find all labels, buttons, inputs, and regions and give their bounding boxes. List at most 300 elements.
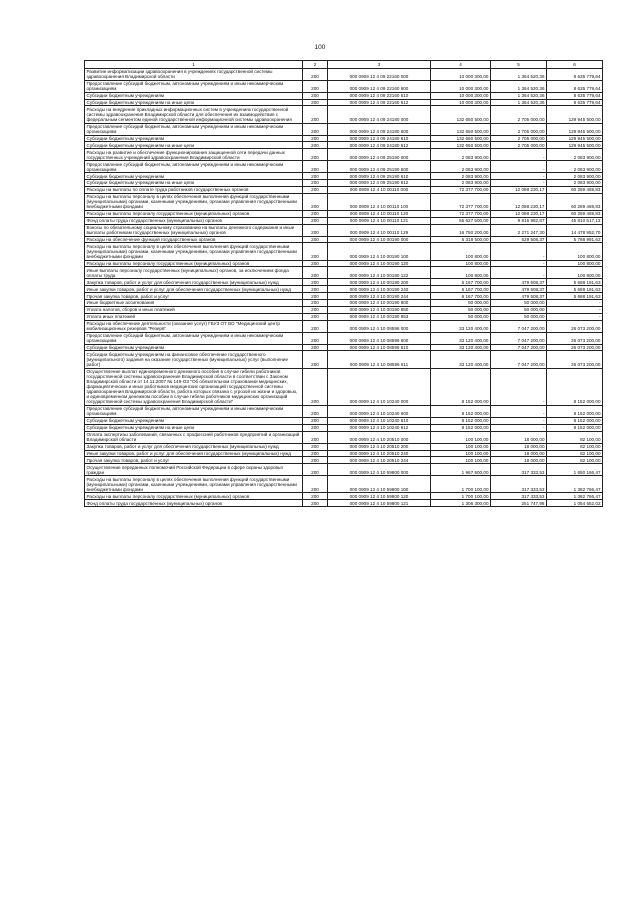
executed-amount-cell: 18 000,00 [491, 431, 547, 443]
budget-code-cell: 000 0909 12 4 10 08596 000 [328, 320, 431, 332]
budget-code-cell: 000 0909 12 4 09 25190 612 [328, 180, 431, 187]
executed-amount-cell: - [491, 260, 547, 267]
approved-amount-cell: 55 627 500,00 [431, 217, 491, 224]
column-header: 6 [547, 61, 603, 69]
unexecuted-amount-cell: 1 054 552,02 [547, 500, 603, 507]
line-code-cell: 200 [303, 332, 328, 344]
budget-code-cell: 000 0909 12 4 10 59800 121 [328, 500, 431, 507]
expense-name-cell: Прочая закупка товаров, работ и услуг [85, 293, 303, 300]
executed-amount-cell: 1 364 520,36 [491, 92, 547, 99]
executed-amount-cell: 479 508,37 [491, 279, 547, 286]
column-header: 3 [328, 61, 431, 69]
unexecuted-amount-cell: 129 945 500,00 [547, 135, 603, 142]
budget-code-cell: 000 0909 12 4 10 20510 000 [328, 431, 431, 443]
budget-code-cell: 000 0909 12 4 10 10240 612 [328, 424, 431, 431]
table-row [85, 92, 603, 99]
budget-code-cell: 000 0909 12 4 10 00190 000 [328, 236, 431, 243]
line-code-cell: 200 [303, 450, 328, 457]
unexecuted-amount-cell: 8 635 779,64 [547, 99, 603, 106]
table-row [85, 142, 603, 149]
table-row [85, 476, 603, 493]
line-code-cell: 200 [303, 464, 328, 476]
expense-name-cell: Предоставление субсидий бюджетным, автономным учреждениям и иным некоммерческим организациям [85, 123, 303, 135]
approved-amount-cell: 132 650 500,00 [431, 106, 491, 123]
expense-name-cell: Субсидии бюджетным учреждениям [85, 92, 303, 99]
approved-amount-cell: 100 100,00 [431, 457, 491, 464]
line-code-cell: 200 [303, 344, 328, 351]
unexecuted-amount-cell: 82 100,00 [547, 443, 603, 450]
table-row [85, 68, 603, 80]
expense-name-cell: Иные закупки товаров, работ и услуг для обеспечения государственных (муниципальных) нужд [85, 450, 303, 457]
approved-amount-cell: 132 650 500,00 [431, 123, 491, 135]
executed-amount-cell: 479 508,37 [491, 293, 547, 300]
line-code-cell: 200 [303, 186, 328, 193]
table-row [85, 313, 603, 320]
budget-code-cell: 000 0909 12 4 10 20510 244 [328, 457, 431, 464]
budget-code-cell: 000 0909 12 4 10 00190 850 [328, 306, 431, 313]
line-code-cell: 200 [303, 210, 328, 217]
unexecuted-amount-cell: 45 810 517,13 [547, 217, 603, 224]
expense-name-cell: Субсидии бюджетным учреждениям [85, 135, 303, 142]
executed-amount-cell: - [491, 267, 547, 279]
approved-amount-cell: 72 377 700,00 [431, 186, 491, 193]
table-row [85, 80, 603, 92]
executed-amount-cell: 9 816 982,87 [491, 217, 547, 224]
line-code-cell: 200 [303, 320, 328, 332]
expense-name-cell: Оплата экспертизы заболеваний, связанных с профессией работников предприятий и организаций Владимирской области [85, 431, 303, 443]
budget-code-cell: 000 0909 12 4 09 25190 000 [328, 149, 431, 161]
budget-code-cell: 000 0909 12 4 10 10240 000 [328, 368, 431, 405]
approved-amount-cell: 33 120 400,00 [431, 320, 491, 332]
expense-name-cell: Расходы на выплаты персоналу в целях обеспечения выполнения функций государственными (муниципальными) органами, казенными учреждениями, органами управления государственными внебюджетными фондами [85, 193, 303, 210]
expense-name-cell: Иные выплаты персоналу государственных (муниципальных) органов, за исключением фонда оплаты труда [85, 267, 303, 279]
column-header: 2 [303, 61, 328, 69]
approved-amount-cell: 100 100,00 [431, 443, 491, 450]
unexecuted-amount-cell: 129 945 500,00 [547, 106, 603, 123]
unexecuted-amount-cell: 129 945 500,00 [547, 123, 603, 135]
page-number: 100 [314, 44, 326, 51]
budget-code-cell: 000 0909 12 4 09 25190 600 [328, 161, 431, 173]
unexecuted-amount-cell: 26 073 200,00 [547, 320, 603, 332]
expense-name-cell: Уплата налогов, сборов и иных платежей [85, 306, 303, 313]
executed-amount-cell: - [491, 173, 547, 180]
line-code-cell: 200 [303, 123, 328, 135]
executed-amount-cell: 12 088 230,17 [491, 186, 547, 193]
budget-code-cell: 000 0909 12 4 09 24180 600 [328, 123, 431, 135]
unexecuted-amount-cell: 26 073 200,00 [547, 332, 603, 344]
executed-amount-cell: 50 000,00 [491, 313, 547, 320]
table-row [85, 443, 603, 450]
line-code-cell: 200 [303, 306, 328, 313]
approved-amount-cell: 10 000 300,00 [431, 99, 491, 106]
budget-code-cell: 000 0909 12 4 10 00110 129 [328, 224, 431, 236]
expense-name-cell: Предоставление субсидий бюджетным, автономным учреждениям и иным некоммерческим организациям [85, 80, 303, 92]
expense-name-cell: Расходы на выплаты по оплате труда работников государственных органов [85, 186, 303, 193]
table-row [85, 106, 603, 123]
line-code-cell: 200 [303, 260, 328, 267]
budget-code-cell: 000 0909 12 4 10 00190 853 [328, 313, 431, 320]
executed-amount-cell: 2 705 000,00 [491, 106, 547, 123]
line-code-cell: 200 [303, 313, 328, 320]
approved-amount-cell: 8 152 000,00 [431, 405, 491, 417]
unexecuted-amount-cell: 14 478 952,70 [547, 224, 603, 236]
table-row [85, 300, 603, 307]
unexecuted-amount-cell: 5 688 191,63 [547, 293, 603, 300]
executed-amount-cell: 317 333,53 [491, 464, 547, 476]
approved-amount-cell: 132 650 500,00 [431, 135, 491, 142]
budget-code-cell: 000 0909 12 4 09 22160 000 [328, 68, 431, 80]
unexecuted-amount-cell: 5 688 191,63 [547, 279, 603, 286]
executed-amount-cell: 7 047 200,00 [491, 320, 547, 332]
budget-code-cell: 000 0909 12 4 10 08596 611 [328, 351, 431, 368]
table-row [85, 450, 603, 457]
unexecuted-amount-cell: - [547, 300, 603, 307]
table-row [85, 99, 603, 106]
line-code-cell: 200 [303, 286, 328, 293]
executed-amount-cell: - [491, 424, 547, 431]
executed-amount-cell: 251 747,98 [491, 500, 547, 507]
line-code-cell: 200 [303, 493, 328, 500]
table-row [85, 217, 603, 224]
unexecuted-amount-cell: 82 100,00 [547, 450, 603, 457]
expense-name-cell: Расходы на выплаты персоналу в целях обеспечения выполнения функций государственными (муниципальными) органами, казенными учреждениями, органами управления государственными внебюджетными фондами [85, 243, 303, 260]
approved-amount-cell: 6 167 700,00 [431, 279, 491, 286]
expense-name-cell: Субсидии бюджетным учреждениям на иные цели [85, 142, 303, 149]
unexecuted-amount-cell: 100 800,00 [547, 260, 603, 267]
budget-code-cell: 000 0909 12 4 10 59800 000 [328, 464, 431, 476]
line-code-cell: 200 [303, 142, 328, 149]
expense-name-cell: Фонд оплаты труда государственных (муниципальных) органов [85, 500, 303, 507]
line-code-cell: 200 [303, 224, 328, 236]
executed-amount-cell: 50 000,00 [491, 306, 547, 313]
column-header: 1 [85, 61, 303, 69]
table-row [85, 431, 603, 443]
approved-amount-cell: 1 967 500,00 [431, 464, 491, 476]
approved-amount-cell: 100 100,00 [431, 450, 491, 457]
executed-amount-cell: 317 333,53 [491, 476, 547, 493]
expense-name-cell: Взносы по обязательному социальному страхованию на выплаты денежного содержания и иные выплаты работникам государственных (муниципальных) органов [85, 224, 303, 236]
approved-amount-cell: 2 083 900,00 [431, 180, 491, 187]
budget-code-cell: 000 0909 12 4 10 00190 244 [328, 293, 431, 300]
table-row [85, 135, 603, 142]
table-row [85, 186, 603, 193]
expense-name-cell: Субсидии бюджетным учреждениям на иные цели [85, 180, 303, 187]
line-code-cell: 200 [303, 106, 328, 123]
table-row [85, 173, 603, 180]
budget-code-cell: 000 0909 12 4 09 25190 610 [328, 173, 431, 180]
line-code-cell: 200 [303, 405, 328, 417]
table-row [85, 210, 603, 217]
expense-name-cell: Расходы на внедрение прикладных информационных систем в учреждениях государственной системы здравоохранения Владимирской области для обеспечения их взаимодействия с федеральным сегментом единой государственной информационной системы здравоохранения [85, 106, 303, 123]
executed-amount-cell: 50 000,00 [491, 300, 547, 307]
line-code-cell: 200 [303, 351, 328, 368]
approved-amount-cell: 6 167 700,00 [431, 286, 491, 293]
table-row [85, 243, 603, 260]
line-code-cell: 200 [303, 243, 328, 260]
approved-amount-cell: 33 120 400,00 [431, 344, 491, 351]
unexecuted-amount-cell: 2 083 900,00 [547, 173, 603, 180]
approved-amount-cell: 8 152 000,00 [431, 424, 491, 431]
approved-amount-cell: 2 083 900,00 [431, 149, 491, 161]
table-row [85, 180, 603, 187]
expense-name-cell: Закупка товаров, работ и услуг для обеспечения государственных (муниципальных) нужд [85, 443, 303, 450]
budget-code-cell: 000 0909 12 4 09 22160 600 [328, 80, 431, 92]
expense-name-cell: Предоставление субсидий бюджетным, автономным учреждениям и иным некоммерческим организациям [85, 405, 303, 417]
budget-code-cell: 000 0909 12 4 10 59800 100 [328, 476, 431, 493]
unexecuted-amount-cell: 2 083 900,00 [547, 180, 603, 187]
approved-amount-cell: 132 650 500,00 [431, 142, 491, 149]
expense-name-cell: Иные бюджетные ассигнования [85, 300, 303, 307]
table-row [85, 344, 603, 351]
table-row [85, 161, 603, 173]
executed-amount-cell: - [491, 161, 547, 173]
line-code-cell: 200 [303, 424, 328, 431]
approved-amount-cell: 50 000,00 [431, 306, 491, 313]
table-row [85, 457, 603, 464]
unexecuted-amount-cell: 1 650 166,47 [547, 464, 603, 476]
approved-amount-cell: 2 083 900,00 [431, 161, 491, 173]
executed-amount-cell: 317 333,53 [491, 493, 547, 500]
expense-name-cell: Расходы на выплаты персоналу государственных (муниципальных) органов [85, 260, 303, 267]
budget-code-cell: 000 0909 12 4 10 00110 000 [328, 186, 431, 193]
table-row [85, 493, 603, 500]
line-code-cell: 200 [303, 457, 328, 464]
expense-name-cell: Фонд оплаты труда государственных (муниципальных) органов [85, 217, 303, 224]
unexecuted-amount-cell: 8 152 000,00 [547, 424, 603, 431]
column-header: 4 [431, 61, 491, 69]
approved-amount-cell: 100 800,00 [431, 260, 491, 267]
budget-code-cell: 000 0909 12 4 10 08596 600 [328, 332, 431, 344]
table-row [85, 267, 603, 279]
table-row [85, 236, 603, 243]
table-row [85, 320, 603, 332]
approved-amount-cell: 50 000,00 [431, 300, 491, 307]
approved-amount-cell: 1 700 100,00 [431, 476, 491, 493]
table-row [85, 293, 603, 300]
approved-amount-cell: 50 000,00 [431, 313, 491, 320]
executed-amount-cell: - [491, 243, 547, 260]
executed-amount-cell: 2 705 000,00 [491, 142, 547, 149]
budget-code-cell: 000 0909 12 4 10 00190 800 [328, 300, 431, 307]
line-code-cell: 200 [303, 300, 328, 307]
table-row [85, 500, 603, 507]
table-row [85, 405, 603, 417]
budget-code-cell: 000 0909 12 4 10 20510 240 [328, 450, 431, 457]
expense-name-cell: Расходы на выплаты персоналу государственных (муниципальных) органов [85, 210, 303, 217]
column-number-row [85, 61, 603, 69]
unexecuted-amount-cell: 82 100,00 [547, 431, 603, 443]
table-row [85, 279, 603, 286]
budget-code-cell: 000 0909 12 4 10 08596 610 [328, 344, 431, 351]
expense-name-cell: Иные закупки товаров, работ и услуг для обеспечения государственных (муниципальных) нужд [85, 286, 303, 293]
line-code-cell: 200 [303, 368, 328, 405]
executed-amount-cell: 18 000,00 [491, 450, 547, 457]
expense-name-cell: Субсидии бюджетным учреждениям [85, 173, 303, 180]
line-code-cell: 200 [303, 500, 328, 507]
executed-amount-cell: 2 705 000,00 [491, 123, 547, 135]
unexecuted-amount-cell: - [547, 306, 603, 313]
table-row [85, 224, 603, 236]
executed-amount-cell: 7 047 200,00 [491, 351, 547, 368]
table-row [85, 368, 603, 405]
unexecuted-amount-cell: 129 945 500,00 [547, 142, 603, 149]
unexecuted-amount-cell: 8 152 000,00 [547, 405, 603, 417]
unexecuted-amount-cell: 60 289 469,83 [547, 193, 603, 210]
line-code-cell: 200 [303, 443, 328, 450]
line-code-cell: 200 [303, 92, 328, 99]
approved-amount-cell: 100 800,00 [431, 243, 491, 260]
expense-name-cell: Закупка товаров, работ и услуг для обеспечения государственных (муниципальных) нужд [85, 279, 303, 286]
budget-code-cell: 000 0909 12 4 10 00110 120 [328, 210, 431, 217]
table-row [85, 149, 603, 161]
approved-amount-cell: 8 152 000,00 [431, 368, 491, 405]
table-row [85, 417, 603, 424]
unexecuted-amount-cell: 100 800,00 [547, 243, 603, 260]
executed-amount-cell: - [491, 149, 547, 161]
unexecuted-amount-cell: 5 788 991,63 [547, 236, 603, 243]
budget-code-cell: 000 0909 12 4 10 10240 600 [328, 405, 431, 417]
executed-amount-cell: 7 047 200,00 [491, 344, 547, 351]
unexecuted-amount-cell: 82 100,00 [547, 457, 603, 464]
line-code-cell: 200 [303, 193, 328, 210]
unexecuted-amount-cell: 5 688 191,63 [547, 286, 603, 293]
approved-amount-cell: 1 306 300,00 [431, 500, 491, 507]
table-row [85, 351, 603, 368]
budget-code-cell: 000 0909 12 4 09 24180 000 [328, 106, 431, 123]
expense-name-cell: Прочая закупка товаров, работ и услуг [85, 457, 303, 464]
unexecuted-amount-cell: 2 083 900,00 [547, 149, 603, 161]
table-row [85, 123, 603, 135]
approved-amount-cell: 8 152 000,00 [431, 417, 491, 424]
approved-amount-cell: 6 167 700,00 [431, 293, 491, 300]
line-code-cell: 200 [303, 267, 328, 279]
budget-code-cell: 000 0909 12 4 10 00190 100 [328, 243, 431, 260]
unexecuted-amount-cell: 26 073 200,00 [547, 351, 603, 368]
line-code-cell: 200 [303, 161, 328, 173]
unexecuted-amount-cell: 8 635 779,64 [547, 92, 603, 99]
table-row [85, 260, 603, 267]
expense-name-cell: Осуществление выплат единовременного денежного пособия в случае гибели работников государственной системы здравоохранения Владимирской области в соответствии с Законом Владимирской области от 14.11.2007 № 149-ОЗ "Об обязательном страховании медицинских, фармацевтических и иных работников медицинских организаций государственной системы здравоохранения Владимирской области, работа которых связана с угрозой их жизни и здоровью, и единовременном денежном пособии в случае гибели работников медицинских организаций государственной системы здравоохранения Владимирской области" [85, 368, 303, 405]
budget-code-cell: 000 0909 12 4 10 00190 122 [328, 267, 431, 279]
line-code-cell: 200 [303, 476, 328, 493]
approved-amount-cell: 6 318 500,00 [431, 236, 491, 243]
table-row [85, 306, 603, 313]
line-code-cell: 200 [303, 279, 328, 286]
executed-amount-cell: 1 364 520,36 [491, 99, 547, 106]
executed-amount-cell: 12 088 230,17 [491, 210, 547, 217]
column-header: 5 [491, 61, 547, 69]
budget-code-cell: 000 0909 12 4 10 00190 120 [328, 260, 431, 267]
line-code-cell: 200 [303, 293, 328, 300]
expense-name-cell: Субсидии бюджетным учреждениям на иные цели [85, 99, 303, 106]
approved-amount-cell: 16 750 200,00 [431, 224, 491, 236]
budget-code-cell: 000 0909 12 4 10 00110 100 [328, 193, 431, 210]
unexecuted-amount-cell: 2 083 900,00 [547, 161, 603, 173]
unexecuted-amount-cell: 8 635 779,64 [547, 80, 603, 92]
budget-code-cell: 000 0909 12 4 10 10240 610 [328, 417, 431, 424]
budget-execution-table [84, 60, 603, 507]
executed-amount-cell: 18 000,00 [491, 443, 547, 450]
executed-amount-cell: - [491, 180, 547, 187]
table-row [85, 193, 603, 210]
budget-code-cell: 000 0909 12 4 10 59800 120 [328, 493, 431, 500]
executed-amount-cell: 7 047 200,00 [491, 332, 547, 344]
expense-name-cell: Развитие информатизации здравоохранения в учреждениях государственной системы здравоохранения Владимирской области [85, 68, 303, 80]
expense-name-cell: Предоставление субсидий бюджетным, автономным учреждениям и иным некоммерческим организациям [85, 161, 303, 173]
budget-code-cell: 000 0909 12 4 10 00190 200 [328, 279, 431, 286]
expense-name-cell: Расходы на выплаты персоналу в целях обеспечения выполнения функций государственными (муниципальными) органами, казенными учреждениями, органами управления государственными внебюджетными фондами [85, 476, 303, 493]
line-code-cell: 200 [303, 68, 328, 80]
budget-code-cell: 000 0909 12 4 09 24180 612 [328, 142, 431, 149]
budget-code-cell: 000 0909 12 4 09 24180 610 [328, 135, 431, 142]
unexecuted-amount-cell: 60 289 469,83 [547, 210, 603, 217]
approved-amount-cell: 100 800,00 [431, 267, 491, 279]
unexecuted-amount-cell: 8 635 779,64 [547, 68, 603, 80]
expense-name-cell: Субсидии бюджетным учреждениям [85, 344, 303, 351]
line-code-cell: 200 [303, 236, 328, 243]
executed-amount-cell: 2 271 247,30 [491, 224, 547, 236]
unexecuted-amount-cell: 60 289 469,83 [547, 186, 603, 193]
approved-amount-cell: 72 377 700,00 [431, 193, 491, 210]
unexecuted-amount-cell: - [547, 313, 603, 320]
expense-name-cell: Расходы на обеспечение функций государственных органов [85, 236, 303, 243]
expense-name-cell: Субсидии бюджетным учреждениям [85, 417, 303, 424]
approved-amount-cell: 33 120 400,00 [431, 351, 491, 368]
budget-code-cell: 000 0909 12 4 09 22160 610 [328, 92, 431, 99]
unexecuted-amount-cell: 1 382 766,47 [547, 493, 603, 500]
executed-amount-cell: 529 508,37 [491, 236, 547, 243]
budget-code-cell: 000 0909 12 4 10 20510 200 [328, 443, 431, 450]
approved-amount-cell: 1 700 100,00 [431, 493, 491, 500]
expense-name-cell: Расходы на обеспечение деятельности (оказание услуг) ГБУЗ ОТ ВО "Медицинский центр мобилизационных резервов "Резерв" [85, 320, 303, 332]
unexecuted-amount-cell: 1 382 766,47 [547, 476, 603, 493]
table-row [85, 332, 603, 344]
executed-amount-cell: 479 508,37 [491, 286, 547, 293]
line-code-cell: 200 [303, 431, 328, 443]
budget-code-cell: 000 0909 12 4 10 00110 121 [328, 217, 431, 224]
approved-amount-cell: 2 083 900,00 [431, 173, 491, 180]
line-code-cell: 200 [303, 99, 328, 106]
approved-amount-cell: 100 100,00 [431, 431, 491, 443]
executed-amount-cell: - [491, 368, 547, 405]
expense-name-cell: Предоставление субсидий бюджетным, автономным учреждениям и иным некоммерческим организациям [85, 332, 303, 344]
line-code-cell: 200 [303, 417, 328, 424]
executed-amount-cell: - [491, 405, 547, 417]
executed-amount-cell: 2 705 000,00 [491, 135, 547, 142]
unexecuted-amount-cell: 8 152 000,00 [547, 368, 603, 405]
line-code-cell: 200 [303, 217, 328, 224]
executed-amount-cell: 1 364 520,36 [491, 68, 547, 80]
line-code-cell: 200 [303, 149, 328, 161]
executed-amount-cell: - [491, 417, 547, 424]
line-code-cell: 200 [303, 173, 328, 180]
expense-name-cell: Расходы на развитие и обеспечение функционирования защищенной сети передачи данных государственных учреждений здравоохранения Владимирской области [85, 149, 303, 161]
approved-amount-cell: 33 120 400,00 [431, 332, 491, 344]
unexecuted-amount-cell: 100 800,00 [547, 267, 603, 279]
executed-amount-cell: 12 088 230,17 [491, 193, 547, 210]
approved-amount-cell: 10 000 300,00 [431, 92, 491, 99]
expense-name-cell: Расходы на выплаты персоналу государственных (муниципальных) органов [85, 493, 303, 500]
budget-code-cell: 000 0909 12 4 09 22160 612 [328, 99, 431, 106]
table-row [85, 286, 603, 293]
approved-amount-cell: 72 377 700,00 [431, 210, 491, 217]
unexecuted-amount-cell: 26 073 200,00 [547, 344, 603, 351]
table-row [85, 464, 603, 476]
executed-amount-cell: 18 000,00 [491, 457, 547, 464]
executed-amount-cell: 1 364 520,36 [491, 80, 547, 92]
budget-code-cell: 000 0909 12 4 10 00190 240 [328, 286, 431, 293]
expense-name-cell: Осуществление переданных полномочий Российской Федерации в сфере охраны здоровья граждан [85, 464, 303, 476]
